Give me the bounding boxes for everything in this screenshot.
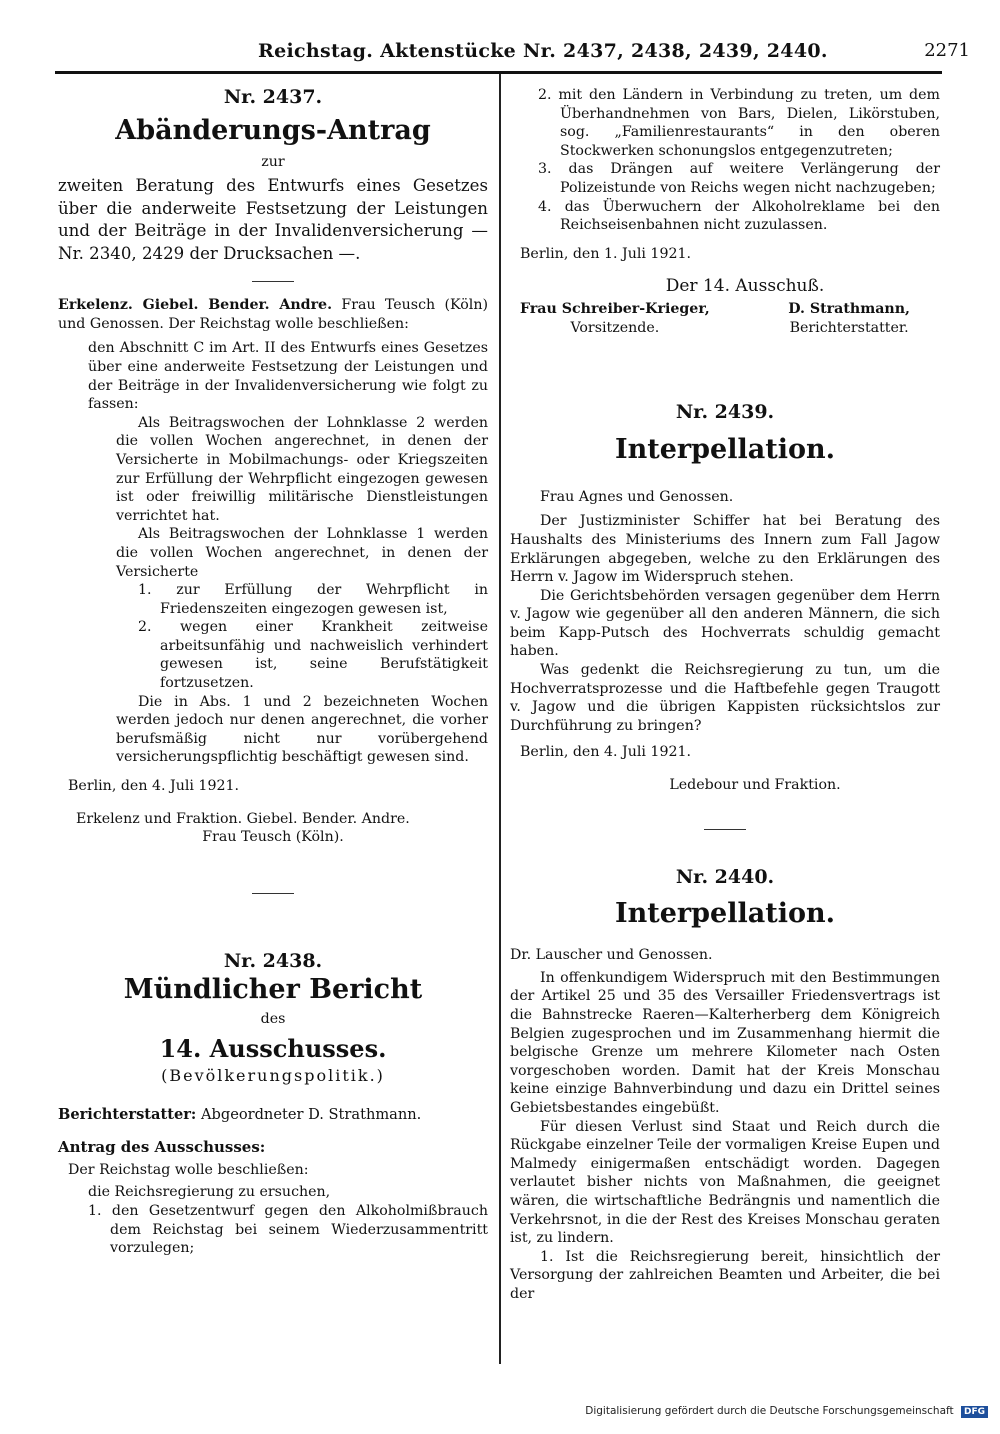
page-number: 2271 [924, 40, 970, 61]
interpellation-para-2: Die Gerichtsbehörden versagen gegenüber dem Herrn v. Jagow wie gegenüber all den anderen Männern, die sich beim Kapp-Putsch des Hochverrats schuldig gemacht haben. [510, 587, 940, 660]
dfg-logo: DFG [961, 1406, 988, 1418]
signature-line-1: Erkelenz und Fraktion. Giebel. Bender. Andre. [76, 810, 410, 827]
request-line: die Reichsregierung zu ersuchen, [88, 1184, 331, 1201]
motion-para-3: Die in Abs. 1 und 2 bezeichneten Wochen werden jedoch nur denen angerechnet, die vorher berufsmäßig nicht nur vorübergehend versicherungspflichtig beschäftigt gewesen sind. [116, 693, 488, 766]
resolution-line: Der Reichstag wolle beschließen: [68, 1161, 309, 1178]
motion-para-2: Als Beitragswochen der Lohnklasse 1 werden die vollen Wochen angerechnet, in denen der Versicherte [116, 526, 488, 580]
interpellation-para-3: Was gedenkt die Reichsregierung zu tun, um die Hochverratsprozesse und die Haftbefehle gegen Traugott v. Jagow und die übrigen Kappisten rücksichtslos zur Durchführung zu bringen? [510, 662, 940, 734]
reporter-signature [788, 300, 910, 337]
signatories [510, 300, 940, 337]
digitization-footer [585, 1405, 988, 1418]
motion-para-1: Als Beitragswochen der Lohnklasse 2 werden die vollen Wochen angerechnet, in denen der Versicherte in Mobilmachungs- oder Kriegszeiten zur Erfüllung der Wehrpflicht eingezogen gewesen ist oder freiwillig militärische Dienstleistungen verrichtet hat. [116, 414, 488, 524]
motion-heading: Antrag des Ausschusses: [58, 1138, 266, 1157]
running-header [230, 38, 970, 68]
movers-names: Erkelenz. Giebel. Bender. Andre. [58, 297, 333, 314]
date-line: Berlin, den 1. Juli 1921. [520, 245, 692, 262]
list-item: 2. mit den Ländern in Verbindung zu treten, um dem Überhandnehmen von Bars, Dielen, Likörstuben, sog. „Familienrestaurants“ in den oberen Stockwerken schonungslos entgegenzutreten; [538, 87, 940, 159]
committee-signature: Der 14. Ausschuß. [665, 276, 825, 297]
movers-paragraph [58, 296, 488, 333]
signature-line-2: Frau Teusch (Köln). [202, 829, 344, 846]
reporter-sig-role: Berichterstatter. [789, 319, 909, 336]
doc-number-2437: Nr. 2437. [223, 86, 323, 108]
left-column [58, 86, 488, 1258]
doc-title-2438: Mündlicher Bericht [123, 974, 423, 1006]
doc-title-2437: Abänderungs-Antrag [115, 114, 431, 146]
interpellation-para-3: 1. Ist die Reichsregierung bereit, hinsichtlich der Versorgung der zahlreichen Beamten und Arbeiter, die bei der [510, 1248, 940, 1302]
doc-number-2440: Nr. 2440. [675, 865, 775, 888]
list-item: 1. zur Erfüllung der Wehrpflicht in Friedenszeiten eingezogen gewesen ist, [138, 582, 488, 617]
reporter-label: Berichterstatter: [58, 1105, 197, 1123]
interpellation-para-1: In offenkundigem Widerspruch mit den Bestimmungen der Artikel 25 und 35 des Versailler Friedensvertrags ist die Bahnstrecke Raeren—Kalterherberg dem Königreich Belgien zugesprochen und im Zusammenhang hiermit die belgische Grenze um mehrere Kilometer nach Osten vorgeschoben worden. Damit hat der Kreis Monschau keine einzige Bahnverbindung und dazu ein Drittel seines Gebietsbestandes eingebüßt. [510, 969, 940, 1116]
preposition: zur [261, 153, 285, 170]
interpellation-para-1: Der Justizminister Schiffer hat bei Beratung des Haushalts des Ministeriums des Innern zum Fall Jagow Erklärungen abgegeben, welche zu den Erklärungen des Herrn v. Jagow im Widerspruch stehen. [510, 513, 940, 586]
committee-subtitle: (Bevölkerungspolitik.) [161, 1066, 385, 1085]
divider [252, 281, 294, 282]
reporter-name: Abgeordneter D. Strathmann. [200, 1105, 422, 1123]
preposition: des [260, 1011, 286, 1028]
committee-title: 14. Ausschusses. [159, 1034, 387, 1063]
list-item: 1. den Gesetzentwurf gegen den Alkoholmißbrauch dem Reichstag bei seinem Wiederzusammentritt vorzulegen; [88, 1202, 488, 1257]
divider [704, 829, 746, 830]
footer-text: Digitalisierung gefördert durch die Deutsche Forschungsgemeinschaft [585, 1405, 954, 1417]
interpellation-para-2: Für diesen Verlust sind Staat und Reich durch die Rückgabe einzelner Teile der vormaligen Kreise Eupen und Malmedy einigermaßen entschädigt worden. Dagegen verlautet bisher nichts von Maßnahmen, die geeignet wären, die wirtschaftliche Bedrängnis und namentlich die Verkehrsnot, in die der Rest des Kreises Monschau geraten ist, zu lindern. [510, 1118, 940, 1247]
reporter-line [58, 1106, 488, 1125]
list-item: 3. das Drängen auf weitere Verlängerung der Polizeistunde von Reichs wegen nicht nachzugeben; [538, 161, 940, 196]
chair-signature [520, 300, 710, 337]
movers-line: Dr. Lauscher und Genossen. [510, 947, 713, 964]
date-line: Berlin, den 4. Juli 1921. [520, 744, 692, 761]
movers-rest: Frau Teusch (Köln) und Genossen. Der Reichstag wolle beschließen: [58, 297, 488, 332]
list-item: 4. das Überwuchern der Alkoholreklame bei den Reichseisenbahnen nicht zuzulassen. [538, 198, 940, 234]
date-line: Berlin, den 4. Juli 1921. [68, 778, 240, 795]
chair-name: Frau Schreiber-Krieger, [520, 300, 710, 317]
divider [252, 893, 294, 894]
doc-title-2439: Interpellation. [615, 433, 835, 465]
movers-line: Frau Agnes und Genossen. [540, 488, 734, 505]
motion-intro: den Abschnitt C im Art. II des Entwurfs eines Gesetzes über eine anderweite Festsetzung der Leistungen und der Beiträge in der Invalidenversicherung wie folgt zu fassen: [88, 340, 488, 413]
signature-line: Ledebour und Fraktion. [669, 777, 841, 794]
header-title: Reichstag. Aktenstücke Nr. 2437, 2438, 2439, 2440. [258, 40, 828, 62]
doc-number-2439: Nr. 2439. [675, 401, 775, 424]
chair-role: Vorsitzende. [570, 319, 660, 336]
list-item: 2. wegen einer Krankheit zeitweise arbeitsunfähig und nachweislich verhindert gewesen ist, seine Berufstätigkeit fortzusetzen. [138, 619, 488, 692]
column-divider [499, 74, 501, 1364]
doc-number-2438: Nr. 2438. [223, 949, 323, 972]
reporter-sig-name: D. Strathmann, [788, 300, 910, 317]
intro-text: zweiten Beratung des Entwurfs eines Gesetzes über die anderweite Festsetzung der Leistungen und der Beiträge in der Invalidenversicherung — Nr. 2340, 2429 der Drucksachen —. [58, 176, 488, 263]
right-column [510, 86, 940, 1304]
doc-title-2440: Interpellation. [615, 898, 835, 930]
